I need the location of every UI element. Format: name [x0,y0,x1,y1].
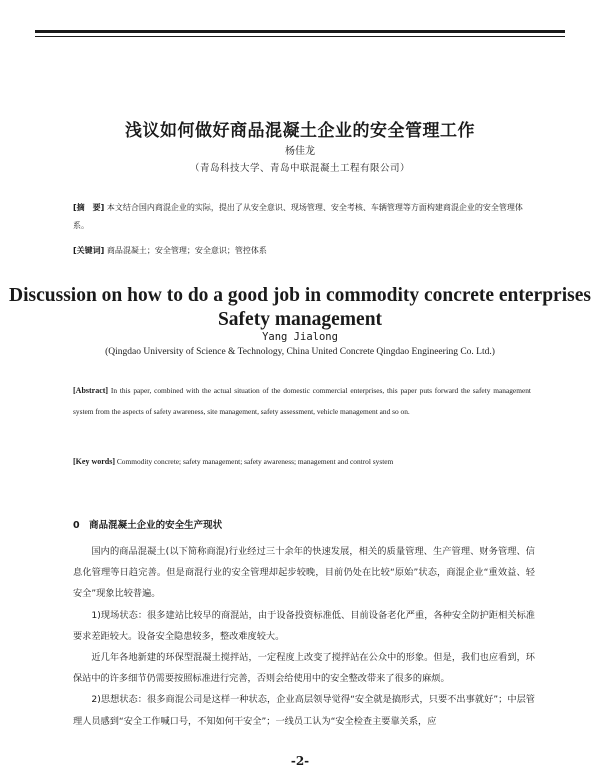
body-paragraph: 近几年各地新建的环保型混凝土搅拌站，一定程度上改变了搅拌站在公众中的形象。但是，我们也应看到，环保站中的许多细节仍需要按照标准进行完善，否则会给使用中的安全整改带来了很多的麻烦。 [73,652,535,685]
chinese-affiliation: （青岛科技大学、青岛中联混凝土工程有限公司） [189,163,410,174]
english-abstract-text: In this paper, combined with the actual situation of the domestic commercial enterprises, this paper puts forward the safety management system from the aspects of safety awareness, site management, safety assessment, vehicle management and so on. [73,386,531,416]
english-title: Discussion on how to do a good job in commodity concrete enterprises Safety management [9,285,591,330]
page-number: -2- [290,754,310,768]
chinese-title: 浅议如何做好商品混凝土企业的安全管理工作 [125,121,475,141]
english-keywords [73,457,531,466]
chinese-keywords-label: [关键词] [73,246,105,255]
body-paragraph: 国内的商品混凝土(以下简称商混)行业经过三十余年的快速发展，相关的质量管理、生产管理、财务管理、信息化管理等日趋完善。但是商混行业的安全管理却起步较晚，目前仍处在比较“原始”状态，商混企业“重效益、轻安全”现象比较普遍。 [73,546,535,600]
section-heading: 0 商品混凝土企业的安全生产现状 [73,520,223,531]
header-rule-thin [35,36,565,37]
chinese-abstract-text: 本文结合国内商混企业的实际，提出了从安全意识、现场管理、安全考核、车辆管理等方面构建商混企业的安全管理体系。 [73,203,523,230]
section-body [73,541,535,732]
chinese-keywords-text: 商品混凝土；安全管理；安全意识；管控体系 [106,246,267,255]
body-paragraph: 2)思想状态：很多商混公司是这样一种状态，企业高层领导觉得“安全就是搞形式，只要不出事就好”；中层管理人员感到“安全工作喊口号，不知如何干安全”；一线员工认为“安全检查主要靠关系，应 [73,694,535,727]
body-paragraph: 1)现场状态：很多建站比较早的商混站，由于设备投资标准低、目前设备老化严重，各种安全防护距相关标准要求差距较大。设备安全隐患较多，整改难度较大。 [73,609,535,642]
english-abstract-label: [Abstract] [73,386,109,395]
english-keywords-text: Commodity concrete; safety management; safety awareness; management and control system [116,457,394,466]
english-abstract [73,380,531,422]
chinese-abstract [73,199,533,235]
chinese-keywords [73,242,533,260]
english-affiliation: (Qingdao University of Science & Technology, China United Concrete Qingdao Engineering Co. Ltd.) [105,347,495,357]
chinese-author: 杨佳龙 [285,146,315,157]
chinese-abstract-label: [摘 要] [73,203,105,212]
header-rule-thick [35,30,565,33]
english-keywords-label: [Key words] [73,457,115,466]
english-author: Yang Jialong [262,331,338,343]
